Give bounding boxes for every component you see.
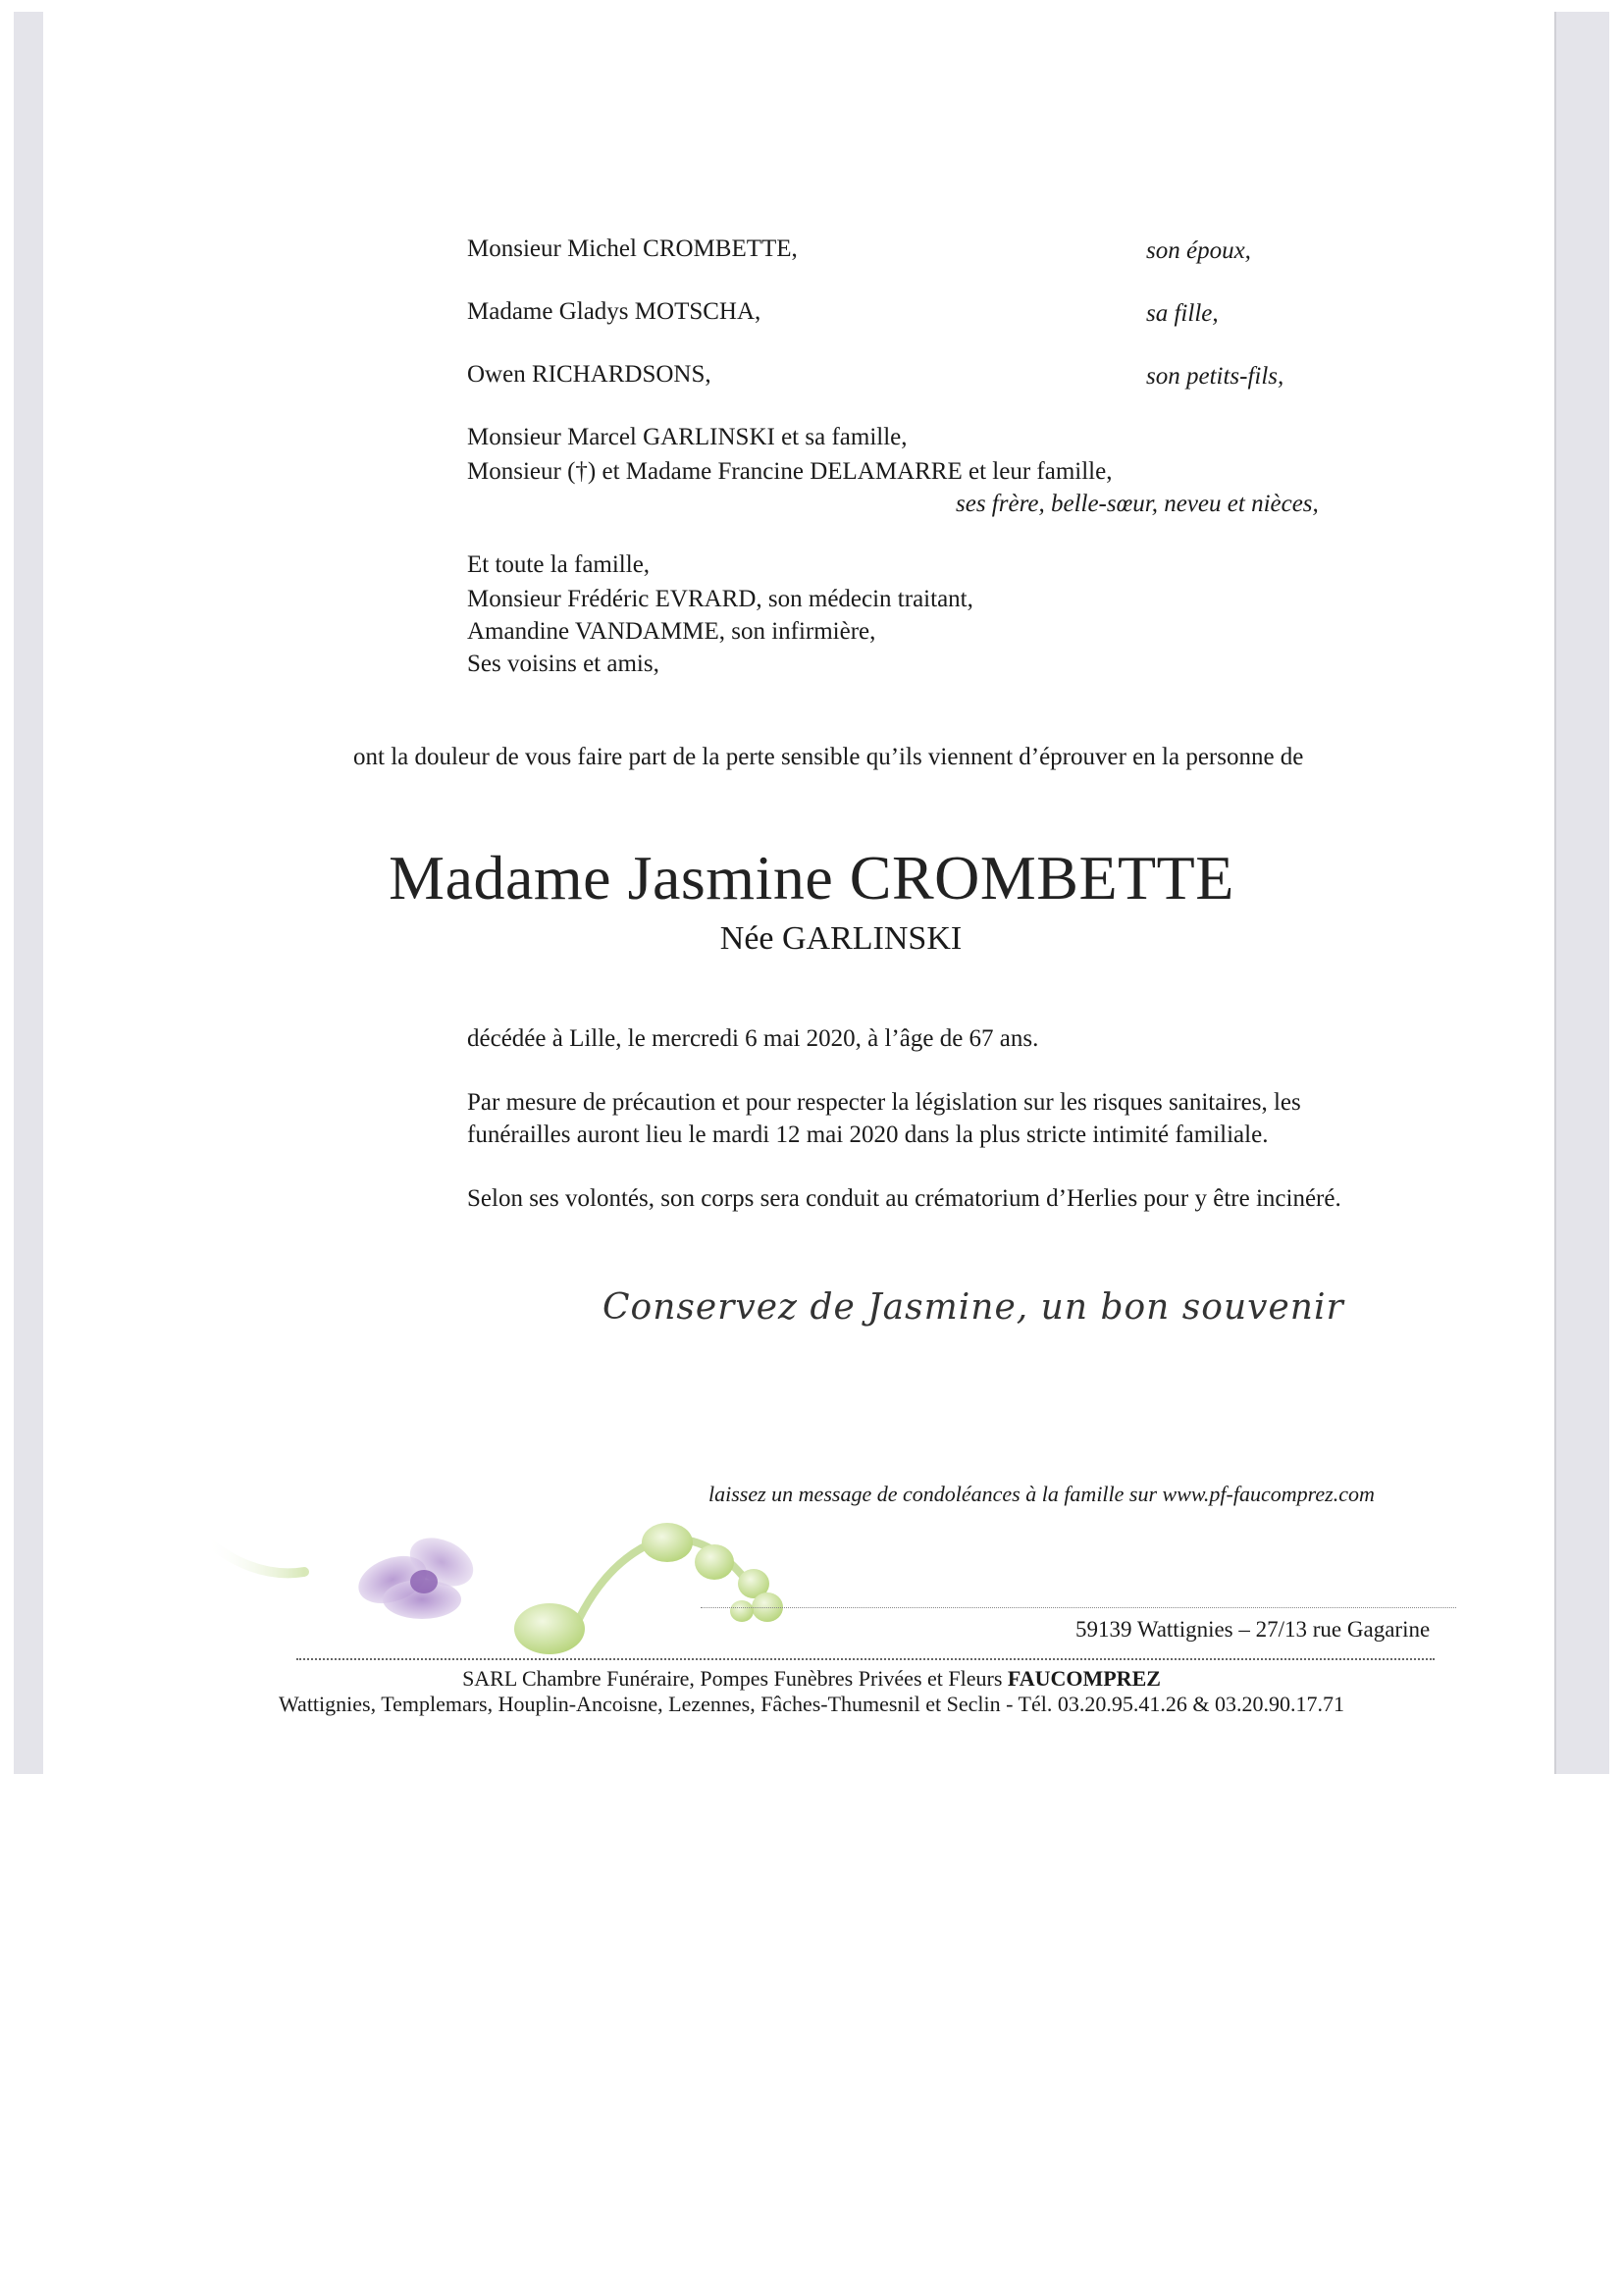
death-details: décédée à Lille, le mercredi 6 mai 2020, à l’âge de 67 ans.	[467, 1025, 1039, 1052]
family-name-2: Madame Gladys MOTSCHA,	[467, 298, 761, 325]
siblings-line-2: Monsieur (†) et Madame Francine DELAMARRE et leur famille,	[467, 458, 1113, 485]
funeral-line-1: Par mesure de précaution et pour respecter la législation sur les risques sanitaires, les	[467, 1089, 1301, 1116]
company-brand: FAUCOMPREZ	[1007, 1666, 1161, 1691]
funeral-line-2: funérailles auront lieu le mardi 12 mai 2020 dans la plus stricte intimité familiale.	[467, 1122, 1269, 1148]
deceased-birth-name: Née GARLINSKI	[719, 920, 963, 957]
orchid-decoration	[196, 1501, 844, 1658]
family-name-1: Monsieur Michel CROMBETTE,	[467, 235, 798, 262]
announcement-text: ont la douleur de vous faire part de la perte sensible qu’ils viennent d’éprouver en la personne de	[353, 744, 1304, 770]
others-line-4: Ses voisins et amis,	[467, 651, 659, 677]
family-relation-3: son petits-fils,	[1146, 363, 1284, 390]
orchid-buds-icon	[514, 1523, 783, 1654]
others-line-1: Et toute la famille,	[467, 551, 651, 578]
address-divider	[701, 1607, 1456, 1608]
cremation-details: Selon ses volontés, son corps sera conduit au crématorium d’Herlies pour y être incinéré.	[467, 1185, 1341, 1212]
closing-phrase: Conservez de Jasmine, un bon souvenir	[602, 1287, 1344, 1328]
address-text: 59139 Wattignies – 27/13 rue Gagarine	[1075, 1617, 1431, 1642]
condolences-note: laissez un message de condoléances à la famille sur www.pf-faucomprez.com	[708, 1482, 1375, 1506]
family-relation-2: sa fille,	[1146, 300, 1219, 327]
siblings-relation: ses frère, belle-sœur, neveu et nièces,	[956, 491, 1319, 517]
family-relation-1: son époux,	[1146, 237, 1251, 264]
others-line-3: Amandine VANDAMME, son infirmière,	[467, 618, 876, 645]
siblings-line-1: Monsieur Marcel GARLINSKI et sa famille,	[467, 424, 908, 450]
orchid-flower-icon	[352, 1529, 481, 1619]
company-prefix: SARL Chambre Funéraire, Pompes Funèbres Privées et Fleurs	[462, 1666, 1003, 1691]
company-locations: Wattignies, Templemars, Houplin-Ancoisne, Lezennes, Fâches-Thumesnil et Seclin - Tél. 03.20.95.41.26 & 03.20.90.17.71	[279, 1692, 1344, 1716]
footer-divider	[296, 1658, 1435, 1660]
deceased-name: Madame Jasmine CROMBETTE	[389, 843, 1234, 913]
others-line-2: Monsieur Frédéric EVRARD, son médecin traitant,	[467, 586, 973, 612]
family-name-3: Owen RICHARDSONS,	[467, 361, 711, 388]
company-name	[0, 1666, 1623, 1692]
